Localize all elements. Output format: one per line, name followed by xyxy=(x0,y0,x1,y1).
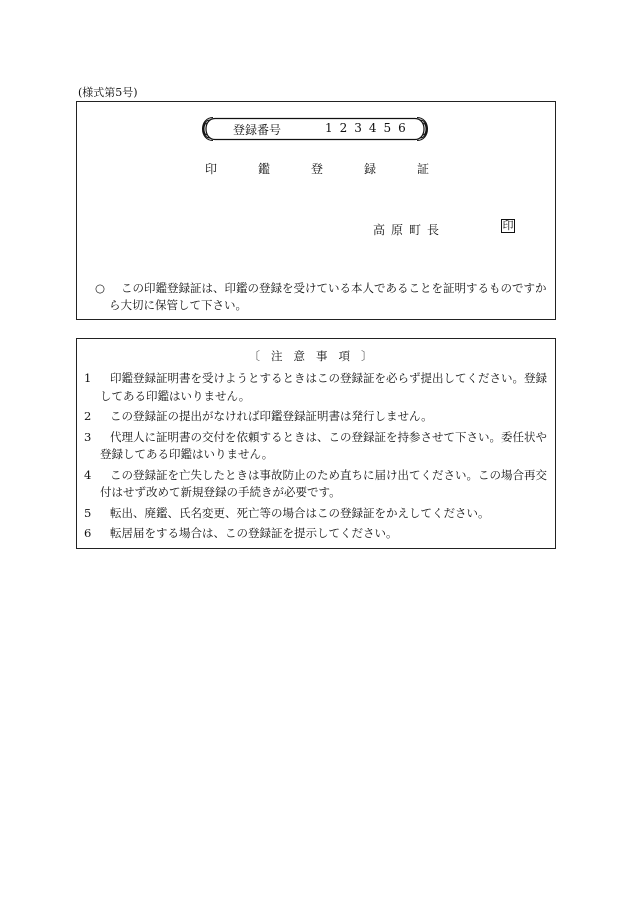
notes-list xyxy=(84,370,550,546)
note-item xyxy=(84,525,550,543)
note-item xyxy=(84,505,550,523)
note-number: 1 xyxy=(84,371,92,385)
custody-notice-text: この印鑑登録証は、印鑑の登録を受けている本人であることを証明するものですから大切に保管して下さい。 xyxy=(109,281,547,312)
registration-number-label: 登録番号 xyxy=(233,123,282,137)
notes-title: 〔注意事項〕 xyxy=(248,349,384,363)
card-title: 印鑑登録証 xyxy=(205,162,471,176)
note-number: 2 xyxy=(84,409,92,423)
note-item xyxy=(84,408,550,426)
note-number: 4 xyxy=(84,467,92,482)
note-text: この登録証を亡失したときは事故防止のため直ちに届け出てください。この場合再交付はせず改めて新規登録の手続きが必要です。 xyxy=(100,467,547,499)
circle-bullet-icon: ○ xyxy=(95,281,106,295)
note-item xyxy=(84,429,550,464)
notes-box xyxy=(76,338,556,549)
note-item xyxy=(84,370,550,405)
note-text: 転出、廃鑑、氏名変更、死亡等の場合はこの登録証をかえしてください。 xyxy=(110,505,490,520)
note-text: この登録証の提出がなければ印鑑登録証明書は発行しません。 xyxy=(110,409,433,423)
note-number: 6 xyxy=(84,526,92,540)
note-item xyxy=(84,467,550,502)
note-text: 印鑑登録証明書を受けようとするときはこの登録証を必らず提出してください。登録してある印鑑はいりません。 xyxy=(100,371,547,403)
registration-number-frame xyxy=(201,117,429,141)
official-seal-mark xyxy=(501,219,515,233)
note-number: 3 xyxy=(84,429,92,444)
note-text: 代理人に証明書の交付を依頼するときは、この登録証を持参させて下さい。委任状や登録してある印鑑はいりません。 xyxy=(100,429,547,461)
form-number-label: (様式第5号) xyxy=(78,86,138,99)
issuer-name: 高原町長 xyxy=(373,223,446,237)
note-number: 5 xyxy=(84,505,92,520)
seal-character: 印 xyxy=(502,219,514,232)
registration-number-value: 123456 xyxy=(325,121,413,135)
note-text: 転居届をする場合は、この登録証を提示してください。 xyxy=(110,526,398,540)
registration-card xyxy=(76,101,556,320)
custody-notice xyxy=(95,280,555,314)
